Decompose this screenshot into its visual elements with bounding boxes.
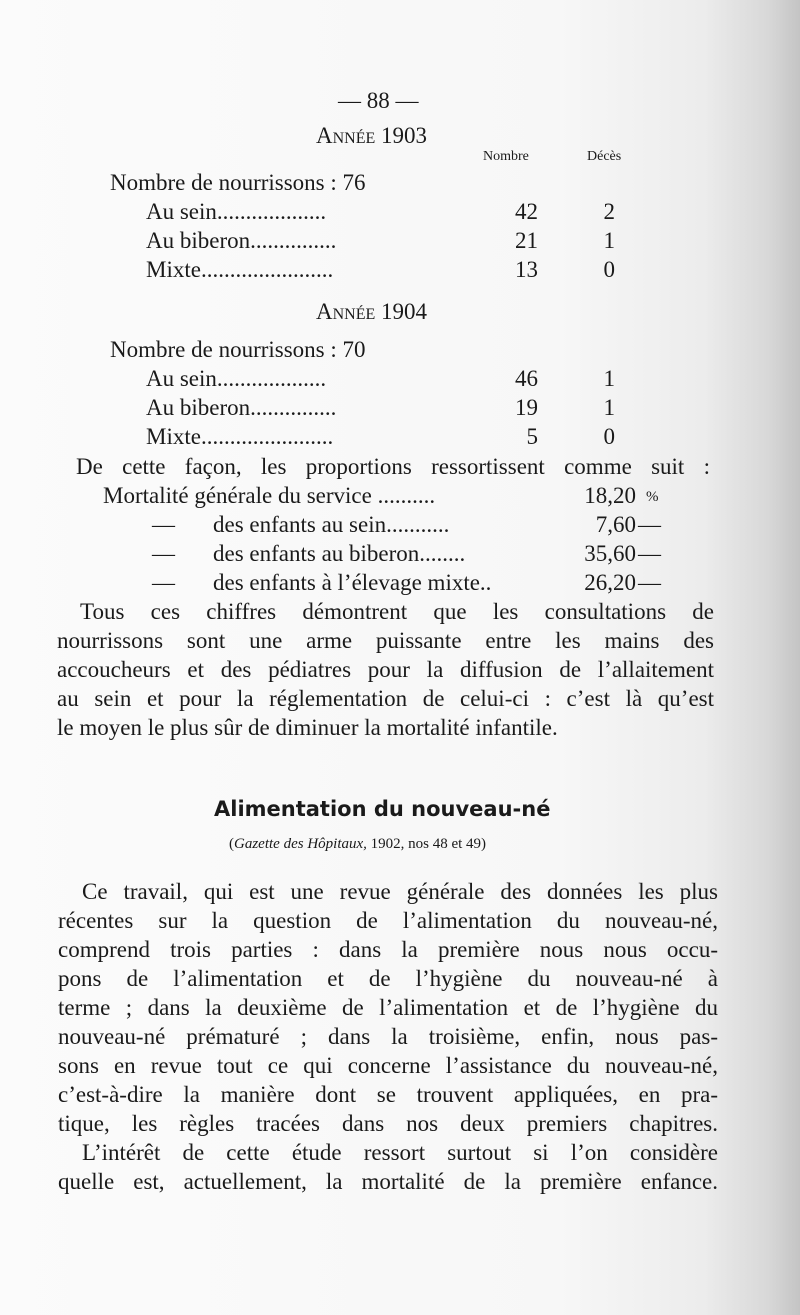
ditto-dash: — [152, 570, 175, 595]
text-line: sons en revue tout ce qui concerne l’assistance du nouveau-né, [58, 1053, 718, 1078]
proportion-value: 7,60 [595, 512, 636, 537]
proportion-label: Mortalité générale du service .......... [103, 483, 436, 508]
year-1903-total: Nombre de nourrissons : 76 [110, 170, 366, 195]
column-header-deces: Décès [587, 149, 622, 164]
text-line: terme ; dans la deuxième de l’alimentation et de l’hygiène du [58, 995, 718, 1020]
citation [229, 836, 486, 853]
year-1904-heading: Année 1904 [316, 299, 428, 324]
text-line: récentes sur la question de l’alimentation du nouveau-né, [58, 908, 718, 933]
row-nombre: 5 [526, 424, 538, 449]
year-1904-total: Nombre de nourrissons : 70 [110, 337, 366, 362]
row-deces: 1 [603, 366, 615, 391]
text-line: quelle est, actuellement, la mortalité de la première enfance. [58, 1169, 718, 1194]
text-line: comprend trois parties : dans la première nous nous occu- [58, 937, 718, 962]
row-label: Au biberon............... [146, 228, 337, 253]
row-deces: 2 [603, 199, 615, 224]
text-line: nourrissons sont une arme puissante entre les mains des [57, 628, 714, 653]
proportion-unit: % [646, 489, 659, 505]
column-header-nombre: Nombre [483, 149, 529, 164]
row-nombre: 19 [515, 395, 538, 420]
year-1903-heading: Année 1903 [316, 123, 428, 148]
row-label: Mixte....................... [146, 257, 334, 282]
text-line: Tous ces chiffres démontrent que les consultations de [80, 599, 714, 624]
ditto-dash: — [152, 512, 175, 537]
citation-details: 1902, nos 48 et 49) [370, 836, 487, 852]
row-deces: 0 [603, 424, 615, 449]
text-line: au sein et pour la réglementation de celui-ci : c’est là qu’est [57, 686, 714, 711]
section-title: Alimentation du nouveau-né [214, 797, 551, 821]
proportions-intro: De cette façon, les proportions ressortissent comme suit : [76, 454, 710, 479]
row-label: Au sein................... [146, 199, 327, 224]
text-line: tique, les règles tracées dans nos deux premiers chapitres. [58, 1111, 718, 1136]
row-label: Au sein................... [146, 366, 327, 391]
proportion-label: des enfants à l’élevage mixte.. [213, 570, 492, 595]
text-line: accoucheurs et des pédiatres pour la diffusion de l’allaitement [57, 657, 714, 682]
proportion-label: des enfants au biberon........ [213, 541, 466, 566]
text-line: pons de l’alimentation et de l’hygiène du nouveau-né à [58, 966, 718, 991]
proportion-value: 26,20 [584, 570, 636, 595]
proportion-value: 18,20 [584, 483, 636, 508]
page-number: — 88 — [338, 88, 419, 113]
citation-journal: Gazette des Hôpitaux, [234, 836, 367, 852]
row-label: Mixte....................... [146, 424, 334, 449]
proportion-unit: — [638, 512, 661, 537]
row-deces: 1 [603, 395, 615, 420]
row-deces: 0 [603, 257, 615, 282]
row-label: Au biberon............... [146, 395, 337, 420]
proportion-unit: — [638, 541, 661, 566]
text-line: Ce travail, qui est une revue générale des données les plus [82, 879, 718, 904]
text-line: L’intérêt de cette étude ressort surtout si l’on considère [82, 1140, 718, 1165]
text-line: nouveau-né prématuré ; dans la troisième, enfin, nous pas- [58, 1024, 718, 1049]
proportion-label: des enfants au sein........... [213, 512, 450, 537]
text-line: le moyen le plus sûr de diminuer la mortalité infantile. [57, 715, 558, 740]
row-nombre: 42 [515, 199, 538, 224]
row-nombre: 21 [515, 228, 538, 253]
row-nombre: 46 [515, 366, 538, 391]
citation-open-paren: ( [229, 836, 234, 852]
row-deces: 1 [603, 228, 615, 253]
row-nombre: 13 [515, 257, 538, 282]
proportion-value: 35,60 [584, 541, 636, 566]
ditto-dash: — [152, 541, 175, 566]
text-line: c’est-à-dire la manière dont se trouvent appliquées, en pra- [58, 1082, 718, 1107]
proportion-unit: — [638, 570, 661, 595]
